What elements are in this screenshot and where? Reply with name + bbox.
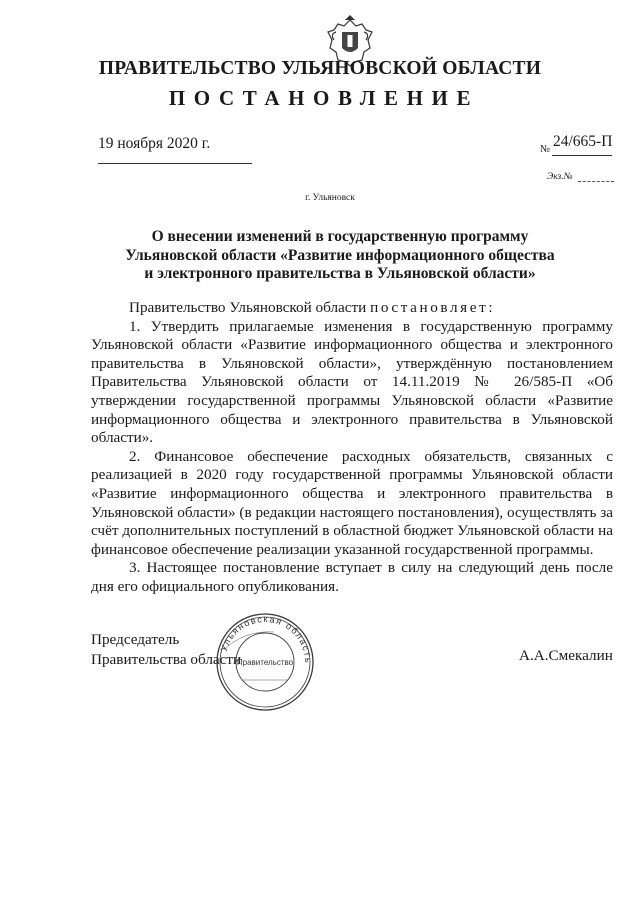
signatory-title-line: Правительства области [91, 651, 242, 668]
copy-number-label: Экз.№ [547, 172, 573, 182]
heading-line: Ульяновской области «Развитие информационного общества [125, 246, 555, 264]
date-underline [98, 163, 252, 164]
document-type: ПОСТАНОВЛЕНИЕ [168, 86, 480, 110]
intro-text: Правительство Ульяновской области [129, 299, 367, 316]
signatory-title-line: Председатель [91, 631, 180, 648]
paragraph-item-2: 2. Финансовое обеспечение расходных обязательств, связанных с реализацией в 2020 году государственной программы Ульяновской области «Развитие информационного общества и электронного правительства в Ульяновской области» (в редакции настоящего постановления), осуществлять за счёт дополнительных поступлений в областной бюджет Ульяновской области на финансовое обеспечение реализации указанной государственной программы. [91, 447, 613, 558]
signatory-name: А.А.Смекалин [519, 647, 613, 664]
government-title: ПРАВИТЕЛЬСТВО УЛЬЯНОВСКОЙ ОБЛАСТИ [98, 58, 542, 79]
heading-line: и электронного правительства в Ульяновской области» [144, 265, 536, 282]
seal-inner-text: Правительство [236, 658, 294, 667]
intro-verb: постановляет: [370, 299, 496, 316]
document-city: г. Ульяновск [305, 193, 355, 203]
document-date: 19 ноября 2020 г. [98, 135, 211, 152]
document-number: 24/665-П [553, 133, 613, 150]
copy-number-underline [578, 181, 614, 182]
intro-paragraph [91, 299, 613, 318]
paragraph-item-3: 3. Настоящее постановление вступает в силу на следующий день после дня его официального опубликования. [91, 559, 613, 595]
official-seal-stamp [214, 610, 316, 714]
document-heading [120, 228, 560, 284]
svg-text:Ульяновская область [219, 614, 313, 664]
heading-line: О внесении изменений в государственную программу [151, 228, 529, 245]
paragraph-item-1: 1. Утвердить прилагаемые изменения в государственную программу Ульяновской области «Развитие информационного общества и электронного правительства в Ульяновской области», утверждённую постановлением Правительства Ульяновской области от 14.11.2019 № 26/585-П «Об утверждении государственной программы Ульяновской области «Развитие информационного общества и электронного правительства в Ульяновской области». [91, 317, 613, 447]
document-body [91, 299, 613, 597]
number-underline [552, 155, 612, 156]
number-label: № [540, 144, 551, 155]
seal-outer-text: Ульяновская область [218, 613, 314, 665]
